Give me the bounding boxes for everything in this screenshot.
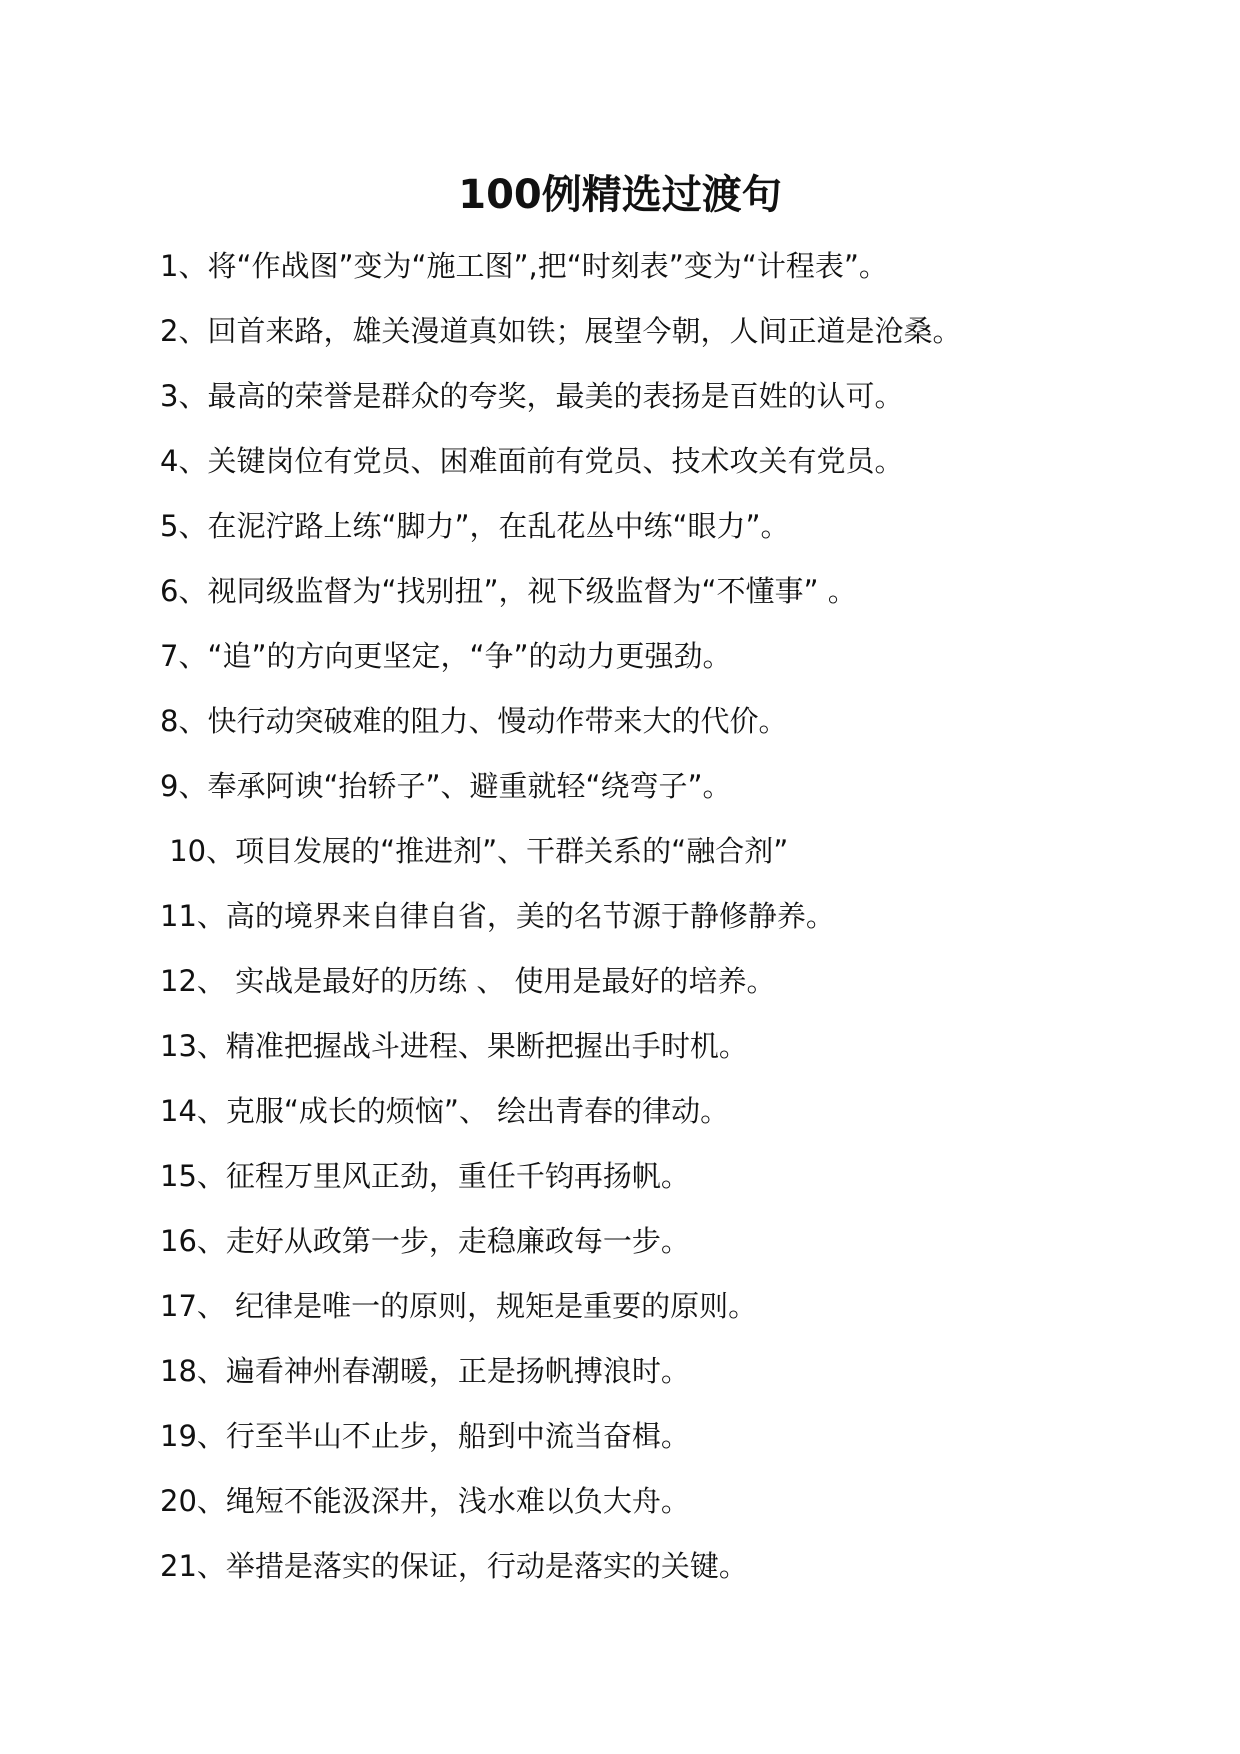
- list-item: 20、绳短不能汲深井，浅水难以负大舟。: [160, 1484, 690, 1518]
- list-item: 9、奉承阿谀“抬轿子”、避重就轻“绕弯子”。: [160, 769, 732, 803]
- list-item: 4、关键岗位有党员、困难面前有党员、技术攻关有党员。: [160, 444, 904, 478]
- list-item: 5、在泥泞路上练“脚力”，在乱花丛中练“眼力”。: [160, 509, 790, 543]
- list-item: 21、举措是落实的保证，行动是落实的关键。: [160, 1549, 748, 1583]
- list-item: 16、走好从政第一步，走稳廉政每一步。: [160, 1224, 690, 1258]
- list-item: 7、“追”的方向更坚定，“争”的动力更强劲。: [160, 639, 732, 673]
- list-item: 3、最高的荣誉是群众的夸奖，最美的表扬是百姓的认可。: [160, 379, 904, 413]
- list-item: 12、 实战是最好的历练 、 使用是最好的培养。: [160, 964, 776, 998]
- list-item: 8、快行动突破难的阻力、慢动作带来大的代价。: [160, 704, 788, 738]
- sentence-list: [160, 236, 1220, 1601]
- list-item: 18、遍看神州春潮暖，正是扬帆搏浪时。: [160, 1354, 690, 1388]
- list-item: 11、高的境界来自律自省，美的名节源于静修静养。: [160, 899, 835, 933]
- list-item: 14、克服“成长的烦恼”、 绘出青春的律动。: [160, 1094, 730, 1128]
- list-item: 17、 纪律是唯一的原则，规矩是重要的原则。: [160, 1289, 758, 1323]
- list-item: 6、视同级监督为“找别扭”，视下级监督为“不懂事” 。: [160, 574, 857, 608]
- page-title: 100例精选过渡句: [458, 172, 782, 218]
- list-item: 2、回首来路，雄关漫道真如铁；展望今朝，人间正道是沧桑。: [160, 314, 962, 348]
- list-item: 10、项目发展的“推进剂”、干群关系的“融合剂”: [160, 834, 789, 868]
- list-item: 19、行至半山不止步，船到中流当奋楫。: [160, 1419, 690, 1453]
- list-item: 13、精准把握战斗进程、果断把握出手时机。: [160, 1029, 748, 1063]
- list-item: 1、将“作战图”变为“施工图”,把“时刻表”变为“计程表”。: [160, 249, 888, 283]
- list-item: 15、征程万里风正劲，重任千钧再扬帆。: [160, 1159, 690, 1193]
